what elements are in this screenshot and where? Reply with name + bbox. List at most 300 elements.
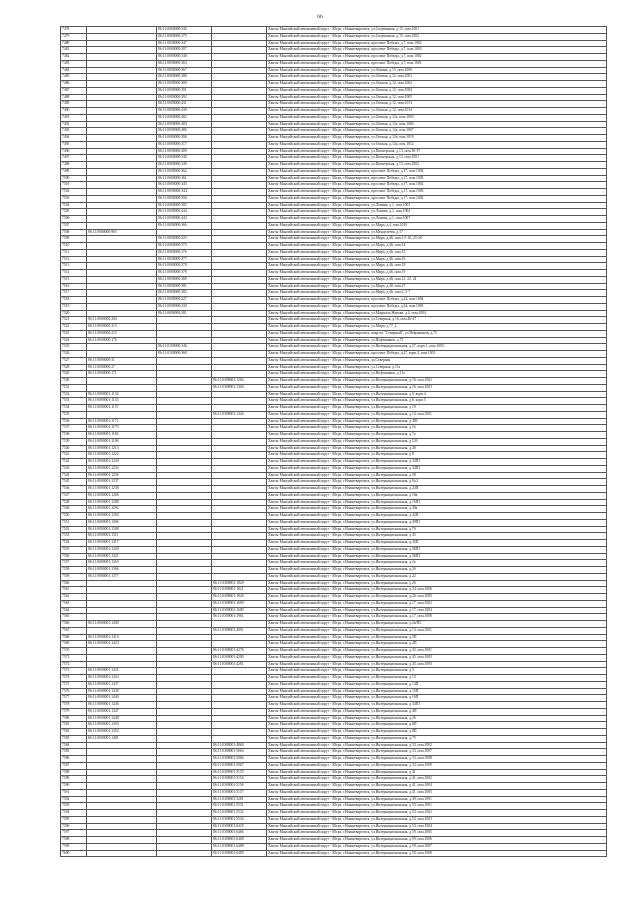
cadastral-number-cell: 86:11:0000001:1222 bbox=[87, 452, 157, 459]
room-cadastral-cell: 86:11:0308001:1961 bbox=[212, 614, 267, 621]
row-number-cell: 7479 bbox=[61, 33, 87, 40]
row-number-cell: 7505 bbox=[61, 209, 87, 216]
room-cadastral-cell bbox=[212, 27, 267, 34]
row-number-cell: 7592 bbox=[61, 796, 87, 803]
cadastral-number-cell bbox=[87, 67, 157, 74]
room-cadastral-cell bbox=[212, 243, 267, 250]
cadastral-number-cell bbox=[87, 303, 157, 310]
cadastral-number-cell: 86:11:0000001:1400 bbox=[87, 621, 157, 628]
row-number-cell: 7574 bbox=[61, 675, 87, 682]
room-cadastral-cell bbox=[212, 729, 267, 736]
row-number-cell: 7582 bbox=[61, 729, 87, 736]
premises-cadastral-cell: 86:11:0000000:443 bbox=[157, 216, 212, 223]
room-cadastral-cell: 86:11:0308001:6488 bbox=[212, 843, 267, 850]
cadastral-number-cell bbox=[87, 837, 157, 844]
cadastral-number-cell bbox=[87, 810, 157, 817]
premises-cadastral-cell: 86:11:0000000:444 bbox=[157, 209, 212, 216]
room-cadastral-cell bbox=[212, 128, 267, 135]
cadastral-number-cell: 86:11:0000001:1366 bbox=[87, 567, 157, 574]
cadastral-number-cell bbox=[87, 148, 157, 155]
address-cell: Ханты-Мансийский автономный округ - Югра, г.Нижневартовск, ул.Омская, д.12, пом.1002 bbox=[267, 81, 607, 88]
cadastral-number-cell: 86:11:0000001:1440 bbox=[87, 695, 157, 702]
address-cell: Ханты-Мансийский автономный округ - Югра, г.Нижневартовск, квартал "Северный", ул.Нефтяников, д.75 bbox=[267, 330, 607, 337]
table-row bbox=[61, 209, 607, 216]
premises-cadastral-cell bbox=[157, 391, 212, 398]
address-cell: Ханты-Мансийский автономный округ - Югра, г.Нижневартовск, ул.Омская, д.12, пом.1005 bbox=[267, 94, 607, 101]
row-number-cell: 7496 bbox=[61, 148, 87, 155]
premises-cadastral-cell bbox=[157, 378, 212, 385]
room-cadastral-cell bbox=[212, 141, 267, 148]
cadastral-number-cell bbox=[87, 594, 157, 601]
row-number-cell: 7581 bbox=[61, 722, 87, 729]
address-cell: Ханты-Мансийский автономный округ - Югра, г.Нижневартовск, ул.Мира, д.46, пом.18 bbox=[267, 263, 607, 270]
row-number-cell: 7533 bbox=[61, 398, 87, 405]
table-row bbox=[61, 607, 607, 614]
table-row bbox=[61, 128, 607, 135]
address-cell: Ханты-Мансийский автономный округ - Югра, г.Нижневартовск, проспект Победы, д.7, пом.1001 bbox=[267, 60, 607, 67]
cadastral-number-cell bbox=[87, 749, 157, 756]
table-row bbox=[61, 445, 607, 452]
table-row bbox=[61, 486, 607, 493]
table-row bbox=[61, 580, 607, 587]
premises-cadastral-cell: 86:11:0000000:375 bbox=[157, 243, 212, 250]
cadastral-number-cell: 86:11:0000001:1184 bbox=[87, 432, 157, 439]
room-cadastral-cell bbox=[212, 560, 267, 567]
table-row bbox=[61, 526, 607, 533]
room-cadastral-cell bbox=[212, 249, 267, 256]
row-number-cell: 7530 bbox=[61, 378, 87, 385]
cadastral-number-cell: 86:11:0000000:31 bbox=[87, 357, 157, 364]
address-cell: Ханты-Мансийский автономный округ - Югра, г.Нижневартовск, ул.Интернациональная, д.17, пом.1004 bbox=[267, 607, 607, 614]
cadastral-number-cell bbox=[87, 850, 157, 857]
row-number-cell: 7545 bbox=[61, 479, 87, 486]
premises-cadastral-cell: 86:11:0000000:396 bbox=[157, 135, 212, 142]
row-number-cell: 7565 bbox=[61, 614, 87, 621]
address-cell: Ханты-Мансийский автономный округ - Югра, г.Нижневартовск, ул.Интернациональная, д.14П bbox=[267, 681, 607, 688]
cadastral-number-cell: 86:11:0000000:27 bbox=[87, 364, 157, 371]
address-cell: Ханты-Мансийский автономный округ - Югра, г.Нижневартовск, ул.Мира, д.46, пом.1,5-16, 25-28 bbox=[267, 236, 607, 243]
address-cell: Ханты-Мансийский автономный округ - Югра, г.Нижневартовск, ул.Интернациональная, д.33, пом.1009 bbox=[267, 762, 607, 769]
premises-cadastral-cell: 86:11:0000000:381 bbox=[157, 283, 212, 290]
row-number-cell: 7501 bbox=[61, 182, 87, 189]
premises-cadastral-cell: 86:11:0000000:376 bbox=[157, 249, 212, 256]
address-cell: Ханты-Мансийский автономный округ - Югра, г.Нижневартовск, ул.Интернациональная, д.27, корп.1, пом.1003 bbox=[267, 344, 607, 351]
row-number-cell: 7538 bbox=[61, 432, 87, 439]
cadastral-number-cell: 86:11:0000001:1452 bbox=[87, 729, 157, 736]
address-cell: Ханты-Мансийский автономный округ - Югра, г.Нижневартовск, ул.Интернациональная, д.6, корп.5 bbox=[267, 398, 607, 405]
premises-cadastral-cell bbox=[157, 519, 212, 526]
cadastral-number-cell bbox=[87, 776, 157, 783]
room-cadastral-cell bbox=[212, 513, 267, 520]
room-cadastral-cell bbox=[212, 621, 267, 628]
premises-cadastral-cell bbox=[157, 702, 212, 709]
room-cadastral-cell: 86:11:0308001:5066 bbox=[212, 756, 267, 763]
table-row bbox=[61, 438, 607, 445]
premises-cadastral-cell bbox=[157, 810, 212, 817]
premises-cadastral-cell: 86:11:0000000:349 bbox=[157, 162, 212, 169]
row-number-cell: 7551 bbox=[61, 519, 87, 526]
room-cadastral-cell bbox=[212, 135, 267, 142]
table-row bbox=[61, 189, 607, 196]
address-cell: Ханты-Мансийский автономный округ - Югра, г.Нижневартовск, ул.Мира, д.48, пом.27 bbox=[267, 283, 607, 290]
row-number-cell: 7577 bbox=[61, 695, 87, 702]
room-cadastral-cell bbox=[212, 276, 267, 283]
address-cell: Ханты-Мансийский автономный округ - Югра, г.Нижневартовск, ул.Ленина, д.1, пом.1003 bbox=[267, 202, 607, 209]
table-row bbox=[61, 675, 607, 682]
row-number-cell: 7535 bbox=[61, 411, 87, 418]
row-number-cell: 7567 bbox=[61, 627, 87, 634]
table-row bbox=[61, 243, 607, 250]
room-cadastral-cell bbox=[212, 101, 267, 108]
room-cadastral-cell bbox=[212, 702, 267, 709]
table-row bbox=[61, 263, 607, 270]
premises-cadastral-cell bbox=[157, 580, 212, 587]
row-number-cell: 7492 bbox=[61, 121, 87, 128]
room-cadastral-cell: 86:11:0308001:6489 bbox=[212, 850, 267, 857]
table-row bbox=[61, 344, 607, 351]
room-cadastral-cell bbox=[212, 519, 267, 526]
row-number-cell: 7572 bbox=[61, 661, 87, 668]
address-cell: Ханты-Мансийский автономный округ - Югра, г.Нижневартовск, ул.Интернациональная, д.41 bbox=[267, 769, 607, 776]
room-cadastral-cell bbox=[212, 357, 267, 364]
address-cell: Ханты-Мансийский автономный округ - Югра, г.Нижневартовск, ул.Интернациональная, д.40 bbox=[267, 445, 607, 452]
room-cadastral-cell bbox=[212, 492, 267, 499]
row-number-cell: 7547 bbox=[61, 492, 87, 499]
table-row bbox=[61, 391, 607, 398]
room-cadastral-cell bbox=[212, 189, 267, 196]
address-cell: Ханты-Мансийский автономный округ - Югра, г.Нижневартовск, ул.Интернациональная, д.34П1 bbox=[267, 459, 607, 466]
cadastral-number-cell: 86:11:0000001:1363 bbox=[87, 560, 157, 567]
address-cell: Ханты-Мансийский автономный округ - Югра, г.Нижневартовск, ул.Интернациональная, д.2а bbox=[267, 560, 607, 567]
room-cadastral-cell bbox=[212, 526, 267, 533]
row-number-cell: 7495 bbox=[61, 141, 87, 148]
room-cadastral-cell bbox=[212, 573, 267, 580]
row-number-cell: 7556 bbox=[61, 553, 87, 560]
premises-cadastral-cell: 86:11:0000000:340 bbox=[157, 155, 212, 162]
registry-table bbox=[60, 26, 607, 857]
room-cadastral-cell bbox=[212, 209, 267, 216]
room-cadastral-cell bbox=[212, 54, 267, 61]
room-cadastral-cell bbox=[212, 351, 267, 358]
cadastral-number-cell bbox=[87, 742, 157, 749]
table-row bbox=[61, 141, 607, 148]
table-row bbox=[61, 148, 607, 155]
premises-cadastral-cell bbox=[157, 546, 212, 553]
row-number-cell: 7488 bbox=[61, 94, 87, 101]
premises-cadastral-cell bbox=[157, 587, 212, 594]
premises-cadastral-cell: 86:11:0100000:340 bbox=[157, 344, 212, 351]
room-cadastral-cell bbox=[212, 567, 267, 574]
address-cell: Ханты-Мансийский автономный округ - Югра, г.Нижневартовск, ул.Интернациональная, д.13, пом.1001 bbox=[267, 627, 607, 634]
cadastral-number-cell: 86:11:0000001:1302 bbox=[87, 513, 157, 520]
address-cell: Ханты-Мансийский автономный округ - Югра, г.Нижневартовск, ул.Интернациональная, д.53, пом.1002 bbox=[267, 810, 607, 817]
cadastral-number-cell: 86:11:0000001:1308 bbox=[87, 526, 157, 533]
address-cell: Ханты-Мансийский автономный округ - Югра, г.Нижневартовск, ул.Ленина, д.1, пом.1004 bbox=[267, 209, 607, 216]
cadastral-number-cell bbox=[87, 249, 157, 256]
room-cadastral-cell: 86:11:0308001:6466 bbox=[212, 830, 267, 837]
address-cell: Ханты-Мансийский автономный округ - Югра, г.Нижневартовск, ул.Омская, д.12а, пом.1004 bbox=[267, 121, 607, 128]
premises-cadastral-cell bbox=[157, 459, 212, 466]
table-row bbox=[61, 729, 607, 736]
table-row bbox=[61, 330, 607, 337]
premises-cadastral-cell bbox=[157, 735, 212, 742]
address-cell: Ханты-Мансийский автономный округ - Югра, г.Нижневартовск, ул.Омская, д.12, пом.1013 bbox=[267, 101, 607, 108]
table-row bbox=[61, 702, 607, 709]
address-cell: Ханты-Мансийский автономный округ - Югра, г.Нижневартовск, ул.Интернациональная, д.6, корп.4 bbox=[267, 391, 607, 398]
table-row bbox=[61, 634, 607, 641]
row-number-cell: 7493 bbox=[61, 128, 87, 135]
room-cadastral-cell: 86:11:0308001:5064 bbox=[212, 749, 267, 756]
row-number-cell: 7595 bbox=[61, 816, 87, 823]
room-cadastral-cell bbox=[212, 695, 267, 702]
room-cadastral-cell bbox=[212, 324, 267, 331]
room-cadastral-cell bbox=[212, 472, 267, 479]
premises-cadastral-cell: 86:11:0000000:391 bbox=[157, 87, 212, 94]
table-row bbox=[61, 465, 607, 472]
premises-cadastral-cell: 86:11:0000000:361 bbox=[157, 175, 212, 182]
room-cadastral-cell bbox=[212, 87, 267, 94]
table-row bbox=[61, 654, 607, 661]
address-cell: Ханты-Мансийский автономный округ - Югра, г.Нижневартовск, ул.Мира, д.46, пом.14 bbox=[267, 243, 607, 250]
row-number-cell: 7587 bbox=[61, 762, 87, 769]
row-number-cell: 7561 bbox=[61, 587, 87, 594]
cadastral-number-cell bbox=[87, 600, 157, 607]
premises-cadastral-cell bbox=[157, 762, 212, 769]
row-number-cell: 7600 bbox=[61, 850, 87, 857]
table-row bbox=[61, 600, 607, 607]
premises-cadastral-cell bbox=[157, 641, 212, 648]
address-cell: Ханты-Мансийский автономный округ - Югра, г.Нижневартовск, ул.Интернациональная, д.8П bbox=[267, 729, 607, 736]
table-row bbox=[61, 256, 607, 263]
table-row bbox=[61, 837, 607, 844]
room-cadastral-cell bbox=[212, 418, 267, 425]
room-cadastral-cell bbox=[212, 688, 267, 695]
table-row bbox=[61, 310, 607, 317]
address-cell: Ханты-Мансийский автономный округ - Югра, г.Нижневартовск, ул.Омская, д.12, пом.1004 bbox=[267, 87, 607, 94]
room-cadastral-cell bbox=[212, 715, 267, 722]
room-cadastral-cell bbox=[212, 405, 267, 412]
premises-cadastral-cell bbox=[157, 675, 212, 682]
table-row bbox=[61, 452, 607, 459]
cadastral-number-cell bbox=[87, 243, 157, 250]
registry-table-body bbox=[61, 27, 607, 857]
premises-cadastral-cell bbox=[157, 708, 212, 715]
address-cell: Ханты-Мансийский автономный округ - Югра, г.Нижневартовск, ул.Интернациональная, д.24, пом.1006 bbox=[267, 587, 607, 594]
cadastral-number-cell bbox=[87, 256, 157, 263]
address-cell: Ханты-Мансийский автономный округ - Югра, г.Нижневартовск, проспект Победы, д.17, пом.1002 bbox=[267, 195, 607, 202]
cadastral-number-cell bbox=[87, 94, 157, 101]
table-row bbox=[61, 506, 607, 513]
cadastral-number-cell bbox=[87, 216, 157, 223]
cadastral-number-cell bbox=[87, 175, 157, 182]
row-number-cell: 7549 bbox=[61, 506, 87, 513]
room-cadastral-cell: 86:11:0308001:4860 bbox=[212, 742, 267, 749]
premises-cadastral-cell bbox=[157, 668, 212, 675]
table-row bbox=[61, 533, 607, 540]
table-row bbox=[61, 648, 607, 655]
row-number-cell: 7576 bbox=[61, 688, 87, 695]
cadastral-number-cell bbox=[87, 47, 157, 54]
row-number-cell: 7594 bbox=[61, 810, 87, 817]
table-row bbox=[61, 317, 607, 324]
row-number-cell: 7514 bbox=[61, 270, 87, 277]
address-cell: Ханты-Мансийский автономный округ - Югра, г.Нижневартовск, ул.Интернациональная, д.26 bbox=[267, 580, 607, 587]
row-number-cell: 7508 bbox=[61, 229, 87, 236]
room-cadastral-cell bbox=[212, 74, 267, 81]
premises-cadastral-cell: 86:11:0000000:379 bbox=[157, 270, 212, 277]
room-cadastral-cell: 86:11:0308001:1680 bbox=[212, 607, 267, 614]
cadastral-number-cell bbox=[87, 121, 157, 128]
address-cell: Ханты-Мансийский автономный округ - Югра, г.Нижневартовск, зд.Северная bbox=[267, 357, 607, 364]
cadastral-number-cell bbox=[87, 290, 157, 297]
room-cadastral-cell bbox=[212, 337, 267, 344]
address-cell: Ханты-Мансийский автономный округ - Югра, г.Нижневартовск, ул.Интернациональная, д.16в bbox=[267, 492, 607, 499]
row-number-cell: 7589 bbox=[61, 776, 87, 783]
table-row bbox=[61, 162, 607, 169]
table-row bbox=[61, 762, 607, 769]
premises-cadastral-cell bbox=[157, 783, 212, 790]
table-row bbox=[61, 40, 607, 47]
cadastral-number-cell bbox=[87, 27, 157, 34]
table-row bbox=[61, 351, 607, 358]
cadastral-number-cell bbox=[87, 297, 157, 304]
premises-cadastral-cell bbox=[157, 688, 212, 695]
cadastral-number-cell bbox=[87, 756, 157, 763]
table-row bbox=[61, 668, 607, 675]
room-cadastral-cell bbox=[212, 465, 267, 472]
premises-cadastral-cell: 86:11:0000000:382 bbox=[157, 290, 212, 297]
address-cell: Ханты-Мансийский автономный округ - Югра, г.Нижневартовск, ул.Интернациональная, д.8 bbox=[267, 452, 607, 459]
cadastral-number-cell bbox=[87, 648, 157, 655]
row-number-cell: 7596 bbox=[61, 823, 87, 830]
address-cell: Ханты-Мансийский автономный округ - Югра, г.Нижневартовск, ул.Интернациональная, д.13 bbox=[267, 675, 607, 682]
cadastral-number-cell bbox=[87, 114, 157, 121]
premises-cadastral-cell bbox=[157, 749, 212, 756]
row-number-cell: 7544 bbox=[61, 472, 87, 479]
table-row bbox=[61, 472, 607, 479]
table-row bbox=[61, 641, 607, 648]
table-row bbox=[61, 249, 607, 256]
table-row bbox=[61, 783, 607, 790]
table-row bbox=[61, 735, 607, 742]
address-cell: Ханты-Мансийский автономный округ - Югра, г.Нижневартовск, ул.Пионерская, д.13, пом.1001 bbox=[267, 155, 607, 162]
address-cell: Ханты-Мансийский автономный округ - Югра, г.Нижневартовск, ул.Менделеева, д.17 bbox=[267, 229, 607, 236]
address-cell: Ханты-Мансийский автономный округ - Югра, г.Нижневартовск, ул.Интернациональная, д.5а bbox=[267, 425, 607, 432]
premises-cadastral-cell: 86:11:0000000:325 bbox=[157, 236, 212, 243]
room-cadastral-cell bbox=[212, 195, 267, 202]
row-number-cell: 7575 bbox=[61, 681, 87, 688]
premises-cadastral-cell bbox=[157, 229, 212, 236]
table-row bbox=[61, 810, 607, 817]
premises-cadastral-cell bbox=[157, 364, 212, 371]
row-number-cell: 7499 bbox=[61, 168, 87, 175]
table-row bbox=[61, 742, 607, 749]
room-cadastral-cell: 86:11:0308001:5531 bbox=[212, 803, 267, 810]
table-row bbox=[61, 81, 607, 88]
cadastral-number-cell bbox=[87, 378, 157, 385]
room-cadastral-cell bbox=[212, 175, 267, 182]
address-cell: Ханты-Мансийский автономный округ - Югра, г.Нижневартовск, ул.Интернациональная, д.26 bbox=[267, 715, 607, 722]
address-cell: Ханты-Мансийский автономный округ - Югра, г.Нижневартовск, ул.Интернациональная, д.4П bbox=[267, 708, 607, 715]
address-cell: Ханты-Мансийский автономный округ - Югра, г.Нижневартовск, ул.Ленина, д.1, пом.1007 bbox=[267, 216, 607, 223]
premises-cadastral-cell: 86:11:0000000:345 bbox=[157, 182, 212, 189]
table-row bbox=[61, 411, 607, 418]
cadastral-number-cell bbox=[87, 54, 157, 61]
address-cell: Ханты-Мансийский автономный округ - Югра, г.Нижневартовск, ул.Интернациональная, д.33, пом.1002 bbox=[267, 742, 607, 749]
table-row bbox=[61, 94, 607, 101]
cadastral-number-cell bbox=[87, 128, 157, 135]
premises-cadastral-cell bbox=[157, 681, 212, 688]
premises-cadastral-cell: 86:11:0000000:388 bbox=[157, 74, 212, 81]
address-cell: Ханты-Мансийский автономный округ - Югра, г.Нижневартовск, ул.Омская, д.12а, пом.1010 bbox=[267, 135, 607, 142]
address-cell: Ханты-Мансийский автономный округ - Югра, г.Нижневартовск, ул.Мира, д.46, пом.15 bbox=[267, 249, 607, 256]
room-cadastral-cell: 86:11:0308001:5156 bbox=[212, 783, 267, 790]
premises-cadastral-cell: 86:11:0000000:380 bbox=[157, 276, 212, 283]
cadastral-number-cell bbox=[87, 108, 157, 115]
row-number-cell: 7510 bbox=[61, 243, 87, 250]
address-cell: Ханты-Мансийский автономный округ - Югра, г.Нижневартовск, ул.Интернациональная, д.2б bbox=[267, 567, 607, 574]
row-number-cell: 7480 bbox=[61, 40, 87, 47]
premises-cadastral-cell bbox=[157, 830, 212, 837]
cadastral-number-cell bbox=[87, 33, 157, 40]
cadastral-number-cell: 86:11:0000001:1321 bbox=[87, 553, 157, 560]
row-number-cell: 7580 bbox=[61, 715, 87, 722]
premises-cadastral-cell: 86:11:0000000:430 bbox=[157, 108, 212, 115]
row-number-cell: 7543 bbox=[61, 465, 87, 472]
table-row bbox=[61, 364, 607, 371]
address-cell: Ханты-Мансийский автономный округ - Югра, г.Нижневартовск, ул.Интернациональная, д.45, пом.1003 bbox=[267, 661, 607, 668]
cadastral-number-cell bbox=[87, 816, 157, 823]
table-row bbox=[61, 722, 607, 729]
premises-cadastral-cell bbox=[157, 324, 212, 331]
table-row bbox=[61, 695, 607, 702]
table-row bbox=[61, 540, 607, 547]
table-row bbox=[61, 708, 607, 715]
table-row bbox=[61, 499, 607, 506]
room-cadastral-cell bbox=[212, 540, 267, 547]
address-cell: Ханты-Мансийский автономный округ - Югра, г.Нижневартовск, ул.Омская, д.12а, пом.1012 bbox=[267, 141, 607, 148]
premises-cadastral-cell bbox=[157, 465, 212, 472]
row-number-cell: 7586 bbox=[61, 756, 87, 763]
table-row bbox=[61, 54, 607, 61]
room-cadastral-cell: 86:11:0308001:6468 bbox=[212, 837, 267, 844]
cadastral-number-cell: 86:11:0000001:1446 bbox=[87, 702, 157, 709]
row-number-cell: 7529 bbox=[61, 371, 87, 378]
room-cadastral-cell bbox=[212, 216, 267, 223]
premises-cadastral-cell bbox=[157, 715, 212, 722]
room-cadastral-cell bbox=[212, 459, 267, 466]
row-number-cell: 7525 bbox=[61, 344, 87, 351]
premises-cadastral-cell bbox=[157, 789, 212, 796]
premises-cadastral-cell: 86:11:0000000:409 bbox=[157, 148, 212, 155]
address-cell: Ханты-Мансийский автономный округ - Югра, г.Нижневартовск, ул.Интернациональная, д.59, пом.1006 bbox=[267, 837, 607, 844]
row-number-cell: 7503 bbox=[61, 195, 87, 202]
premises-cadastral-cell: 86:11:0000000:483 bbox=[157, 121, 212, 128]
cadastral-number-cell bbox=[87, 74, 157, 81]
premises-cadastral-cell bbox=[157, 425, 212, 432]
cadastral-number-cell: 86:11:0000000:213 bbox=[87, 324, 157, 331]
table-row bbox=[61, 769, 607, 776]
address-cell: Ханты-Мансийский автономный округ - Югра, г.Нижневартовск, проспект Победы, д.24, пом.1004 bbox=[267, 297, 607, 304]
premises-cadastral-cell bbox=[157, 540, 212, 547]
premises-cadastral-cell bbox=[157, 526, 212, 533]
room-cadastral-cell bbox=[212, 641, 267, 648]
premises-cadastral-cell bbox=[157, 837, 212, 844]
address-cell: Ханты-Мансийский автономный округ - Югра, г.Нижневартовск, ул.Интернациональная, д.24П bbox=[267, 486, 607, 493]
row-number-cell: 7512 bbox=[61, 256, 87, 263]
address-cell: Ханты-Мансийский автономный округ - Югра, г.Нижневартовск, ул.Пионерская, д.13, пом.1002 bbox=[267, 162, 607, 169]
address-cell: Ханты-Мансийский автономный округ - Югра, г.Нижневартовск, ул.Интернациональная, д.49П1 bbox=[267, 519, 607, 526]
